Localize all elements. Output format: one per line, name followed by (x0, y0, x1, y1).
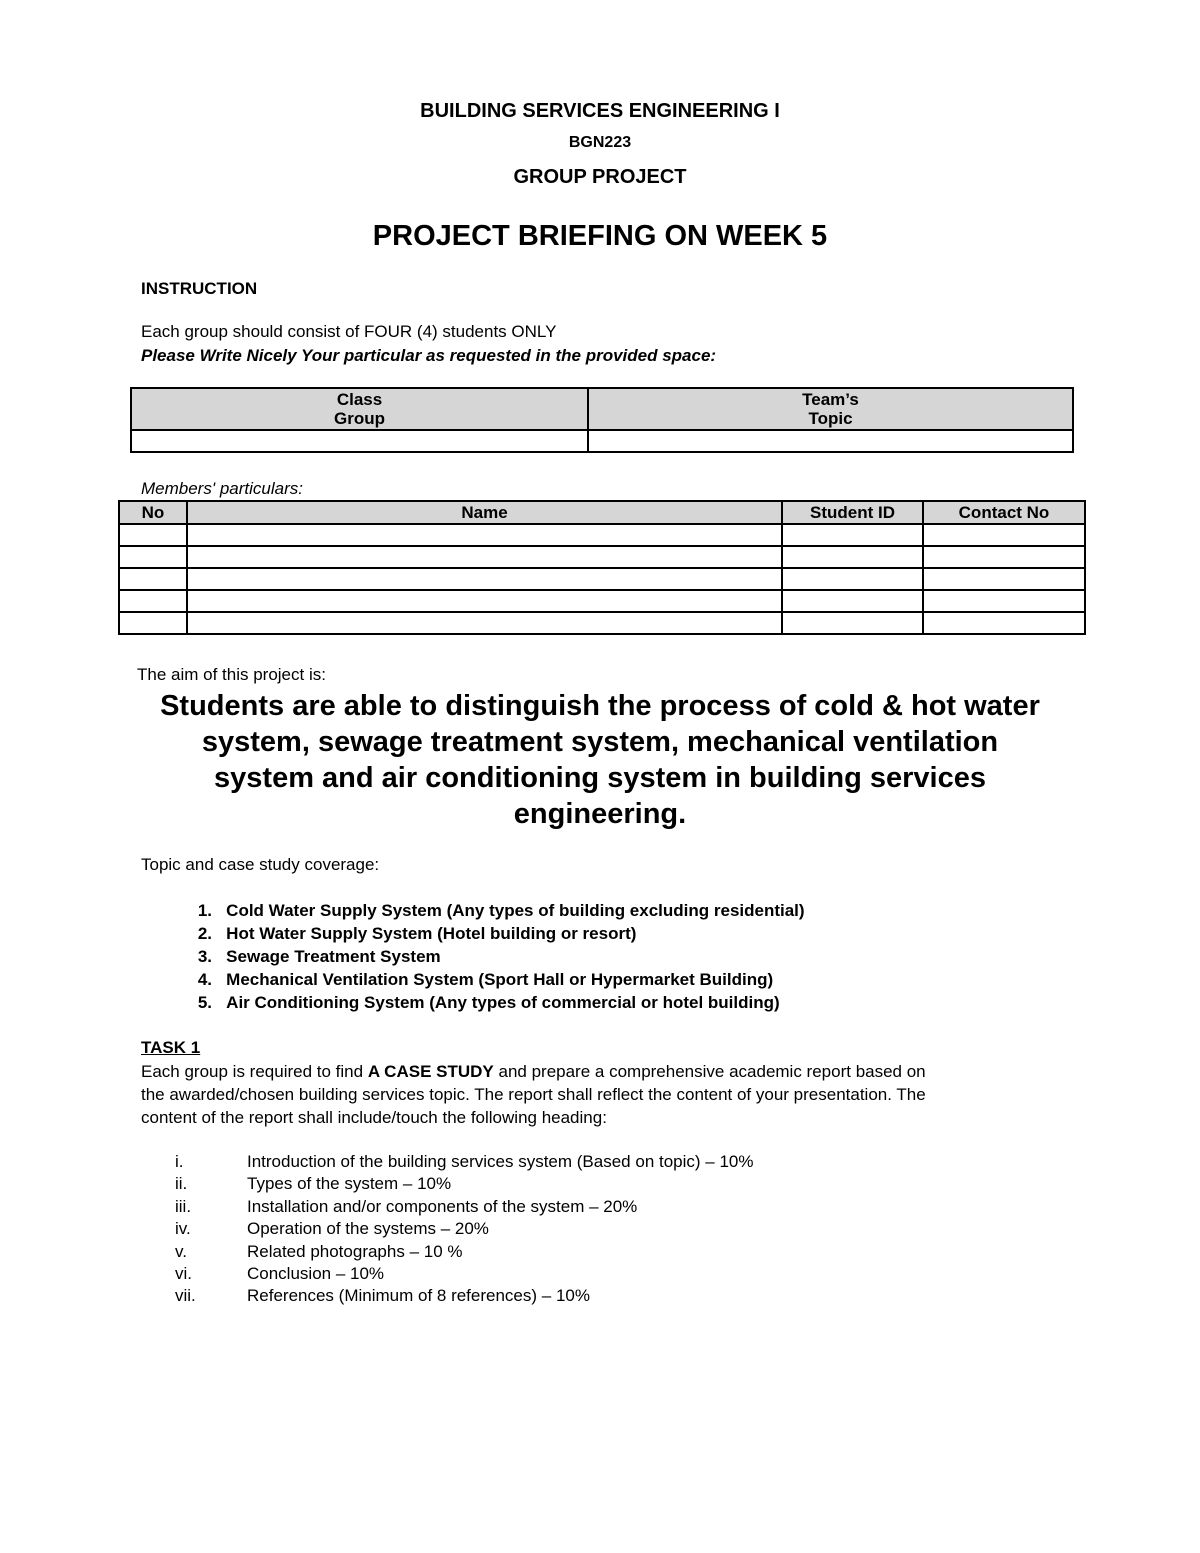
member-row (119, 524, 1085, 546)
project-type: GROUP PROJECT (513, 166, 687, 188)
contact-no-column-header: Contact No (923, 501, 1085, 524)
topic-list (141, 899, 805, 1014)
coverage-intro: Topic and case study coverage: (141, 855, 380, 874)
member-row (119, 568, 1085, 590)
class-group-header (131, 388, 588, 430)
team-topic-field[interactable] (588, 430, 1073, 452)
team-header-line1: Team’s (802, 390, 859, 409)
task1-line1-post: and prepare a comprehensive academic report based on (493, 1062, 926, 1081)
roman-numeral: iv. (175, 1219, 191, 1239)
topic-text: Hot Water Supply System (Hotel building or resort) (226, 924, 637, 943)
member-contact-cell[interactable] (923, 590, 1085, 612)
member-no-cell[interactable] (119, 546, 187, 568)
task1-line2: the awarded/chosen building services topic. The report shall reflect the content of your presentation. The (141, 1085, 926, 1104)
course-title: BUILDING SERVICES ENGINEERING I (420, 100, 780, 122)
roman-numeral: ii. (175, 1174, 188, 1194)
list-item (141, 945, 805, 968)
heading-text: Introduction of the building services system (Based on topic) – 10% (247, 1152, 754, 1171)
member-student-id-cell[interactable] (782, 568, 923, 590)
member-student-id-cell[interactable] (782, 612, 923, 634)
student-id-column-header: Student ID (782, 501, 923, 524)
roman-numeral: vi. (175, 1263, 192, 1283)
list-item (141, 1285, 754, 1307)
member-name-cell[interactable] (187, 590, 782, 612)
member-contact-cell[interactable] (923, 546, 1085, 568)
member-student-id-cell[interactable] (782, 524, 923, 546)
member-name-cell[interactable] (187, 568, 782, 590)
roman-numeral: vii. (175, 1286, 196, 1306)
member-row (119, 546, 1085, 568)
list-item (141, 1263, 754, 1285)
course-code: BGN223 (568, 134, 632, 151)
task1-line1-pre: Each group is required to find (141, 1062, 368, 1081)
roman-numeral: iii. (175, 1196, 192, 1216)
group-size-instruction: Each group should consist of FOUR (4) students ONLY (141, 322, 557, 341)
list-item (141, 1241, 754, 1263)
member-name-cell[interactable] (187, 546, 782, 568)
member-student-id-cell[interactable] (782, 546, 923, 568)
members-caption: Members' particulars: (141, 479, 303, 498)
topic-number: 4. (197, 970, 212, 989)
topic-text: Air Conditioning System (Any types of commercial or hotel building) (226, 993, 780, 1012)
roman-numeral: i. (175, 1152, 184, 1171)
instruction-heading: INSTRUCTION (141, 279, 258, 298)
task1-paragraph (141, 1060, 1071, 1129)
member-name-cell[interactable] (187, 612, 782, 634)
report-heading-list (141, 1151, 754, 1308)
task1-heading: TASK 1 (141, 1038, 201, 1057)
member-contact-cell[interactable] (923, 568, 1085, 590)
heading-text: Installation and/or components of the system – 20% (247, 1196, 638, 1216)
member-row (119, 590, 1085, 612)
list-item (141, 899, 805, 922)
members-table (118, 500, 1086, 635)
member-no-cell[interactable] (119, 590, 187, 612)
aim-intro: The aim of this project is: (137, 665, 326, 684)
heading-text: Conclusion – 10% (247, 1263, 385, 1283)
team-header-line2: Topic (808, 409, 853, 428)
topic-number: 1. (197, 901, 212, 920)
team-topic-header (588, 388, 1073, 430)
topic-number: 2. (197, 924, 212, 943)
class-header-line1: Class (336, 390, 383, 409)
member-contact-cell[interactable] (923, 524, 1085, 546)
class-header-line2: Group (334, 409, 385, 428)
member-name-cell[interactable] (187, 524, 782, 546)
member-no-cell[interactable] (119, 568, 187, 590)
task1-case-study: A CASE STUDY (367, 1062, 494, 1081)
heading-text: Operation of the systems – 20% (247, 1219, 489, 1239)
heading-text: Types of the system – 10% (247, 1174, 452, 1194)
roman-numeral: v. (175, 1241, 187, 1261)
topic-number: 5. (197, 993, 212, 1012)
list-item (141, 1173, 754, 1195)
write-nicely-note: Please Write Nicely Your particular as requested in the provided space: (141, 346, 717, 365)
class-group-field[interactable] (131, 430, 588, 452)
heading-text: Related photographs – 10 % (247, 1241, 463, 1261)
list-item (141, 1151, 754, 1173)
member-row (119, 612, 1085, 634)
member-contact-cell[interactable] (923, 612, 1085, 634)
list-item (141, 968, 805, 991)
topic-number: 3. (197, 947, 212, 966)
task1-line1 (141, 1060, 1071, 1083)
list-item (141, 922, 805, 945)
no-column-header: No (119, 501, 187, 524)
list-item (141, 1196, 754, 1218)
topic-text: Mechanical Ventilation System (Sport Hall or Hypermarket Building) (226, 970, 774, 989)
member-student-id-cell[interactable] (782, 590, 923, 612)
name-column-header: Name (187, 501, 782, 524)
topic-text: Sewage Treatment System (226, 947, 441, 966)
member-no-cell[interactable] (119, 524, 187, 546)
aim-statement: Students are able to distinguish the process of cold & hot water system, sewage treatment system, mechanical ventilation system and air conditioning system in building services engineering. (160, 690, 1040, 830)
member-no-cell[interactable] (119, 612, 187, 634)
list-item (141, 991, 805, 1014)
list-item (141, 1218, 754, 1240)
topic-text: Cold Water Supply System (Any types of building excluding residential) (226, 901, 805, 920)
class-group-table (130, 387, 1074, 453)
task1-line3: content of the report shall include/touch the following heading: (141, 1108, 607, 1127)
heading-text: References (Minimum of 8 references) – 10% (247, 1286, 590, 1306)
briefing-title: PROJECT BRIEFING ON WEEK 5 (372, 220, 828, 252)
